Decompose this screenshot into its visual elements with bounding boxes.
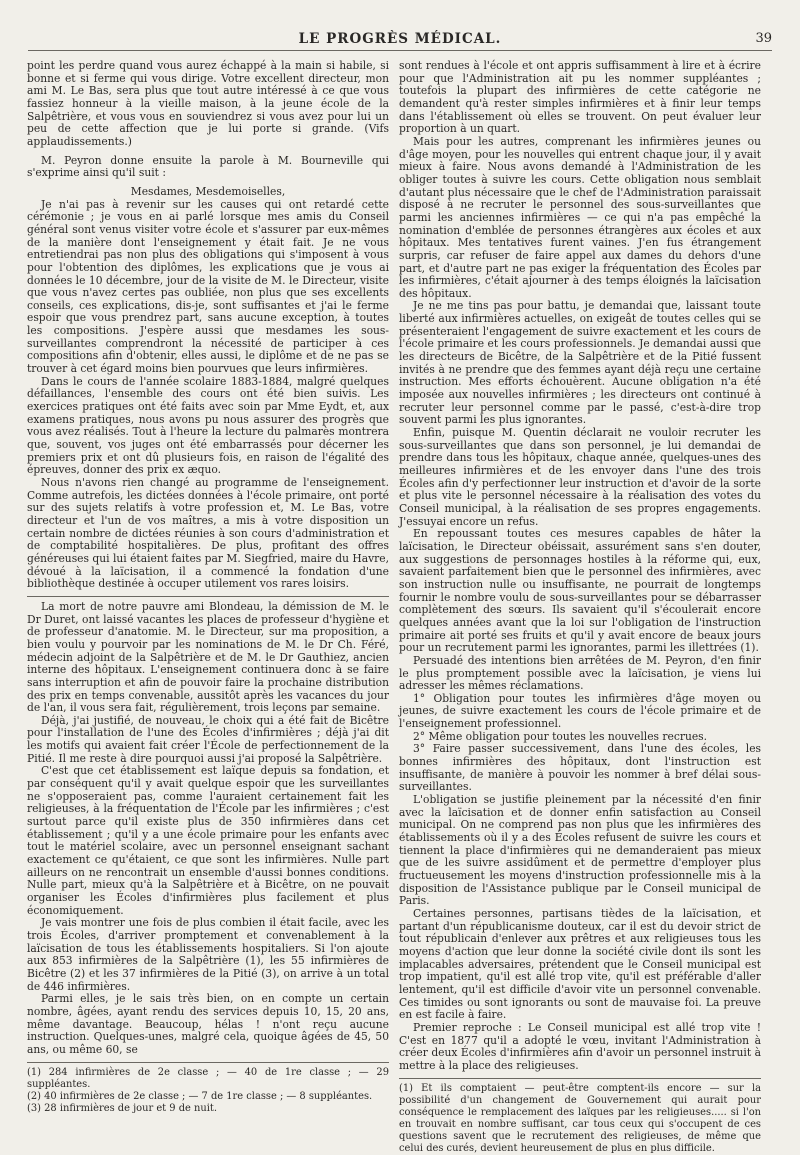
paragraph: Persuadé des intentions bien arrêtées de M. Peyron, d'en finir le plus promptement possible avec la laïcisation, je viens lui adresser les mêmes réclamations. [399, 653, 761, 693]
paragraph: La mort de notre pauvre ami Blondeau, la démission de M. le Dr Duret, ont laissé vacantes les places de professeur d'hygiène et de professeur d'anatomie. M. le Directeur, sur ma proposition, a bien voulu y pourvoir par les nominations de M. le Dr Ch. Féré, médecin adjoint de la Salpêtrière et de M. le Dr Gauthiez, ancien interne des hôpitaux. L'enseignement continuera donc à se faire sans interruption et afin de pouvoir faire la prochaine distribution des prix en temps convenable, aussitôt après les vacances du jour de l'an, il vous sera fait, régulièrement, trois leçons par semaine. [27, 599, 389, 715]
paragraph: Je ne me tins pas pour battu, je demandai que, laissant toute liberté aux infirmières actuelles, on exigeât de toutes celles qui se présenteraient l'engagement de suivre exactement et les cours de l'école primaire et les cours professionnels. Je demandai aussi que les directeurs de Bicêtre, de la Salpêtrière et de la Pitié fussent invités à ne prendre que des femmes ayant déjà reçu une certaine instruction. Mes efforts échouèrent. Aucune obligation n'a été imposée aux nouvelles infirmières ; les directeurs ont continué à recruter leur personnel comme par le passé, c'est-à-dire trop souvent parmi les plus ignorantes. [399, 299, 761, 427]
list-item: 2° Même obligation pour toutes les nouvelles recrues. [413, 729, 708, 743]
paragraph: Je n'ai pas à revenir sur les causes qui ont retardé cette cérémonie ; je vous en ai parlé lorsque mes amis du Conseil général sont venus visiter votre école et s'assurer par eux-mêmes de la manière dont l'enseignement y était fait. Je ne vous entretiendrai pas non plus des obligations qui s'imposent à vous pour l'obtention des diplômes, les explications que je vous ai données le 10 décembre, jour de la visite de M. le Directeur, visite que vous n'avez certes pas oubliée, non plus que ses excellents conseils, ces explications, dis-je, sont suffisantes et j'ai le ferme espoir que vous prendrez part, sans aucune exception, à toutes les compositions. J'espère aussi que mesdames les sous-surveillantes comprendront la nécessité de participer à ces compositions afin d'obtenir, elles aussi, le diplôme et de ne pas se trouver à cet égard moins bien pourvues que leurs infirmières. [27, 197, 389, 376]
paragraph: sont rendues à l'école et ont appris suffisamment à lire et à écrire pour que l'Administration ait pu les nommer suppléantes ; toutefois la plupart des infirmières de cette catégorie ne demandent qu'à rester simples infirmières et à finir leur temps dans l'établissement où elles se trouvent. On peut évaluer leur proportion à un quart. [399, 59, 761, 136]
footnote: (2) 40 infirmières de 2e classe ; — 7 de 1re classe ; — 8 suppléantes. [27, 1090, 373, 1102]
footnotes [27, 1067, 389, 1115]
paragraph: Certaines personnes, partisans tièdes de la laïcisation, et partant d'un républicanisme douteux, car il est du devoir strict de tout républicain d'enlever aux prêtres et aux religieuses tous les moyens d'action que leur donne la société civile dont ils sont les implacables adversaires, prétendent que le Conseil municipal est trop impatient, qu'il est allé trop vite, qu'il est préférable d'aller lentement, qu'il est difficile d'avoir vite un personnel convenable. Ces timides ou sont ignorants ou sont de mauvaise foi. La preuve en est facile à faire. [399, 906, 761, 1022]
paragraph: Enfin, puisque M. Quentin déclarait ne vouloir recruter les sous-surveillantes que dans son personnel, je lui demandai de prendre dans tous les hôpitaux, chaque année, quelques-unes des meilleures infirmières et de les envoyer dans l'une des trois Écoles afin d'y perfectionner leur instruction et d'avoir de la sorte et plus vite le personnel nécessaire à la réalisation des votes du Conseil municipal, à la réalisation de ses propres engagements. J'essuyai encore un refus. [399, 426, 761, 528]
paragraph: point les perdre quand vous aurez échappé à la main si habile, si bonne et si ferme qui vous dirige. Votre excellent directeur, mon ami M. Le Bas, sera plus que tout autre intéressé à ce que vous fassiez honneur à la vieille maison, à la jeune école de la Salpêtrière, et vous vous en souviendrez si vous avez pour lui un peu de cette affection que je lui porte si grande. (Vifs applaudissements.) [27, 59, 389, 148]
paragraph: M. Peyron donne ensuite la parole à M. Bourneville qui s'exprime ainsi qu'il suit : [27, 153, 389, 180]
paragraph: L'obligation se justifie pleinement par la nécessité d'en finir avec la laïcisation et de donner enfin satisfaction au Conseil municipal. On ne comprend pas non plus que les infirmières des établissements où il y a des Écoles refusent de suivre les cours et tiennent la place d'infirmières qui ne demanderaient pas mieux que de les suivre assidûment et de permettre d'employer plus fructueusement les moyens d'instruction professionnelle mis à la disposition de l'Assistance publique par le Conseil municipal de Paris. [399, 793, 761, 908]
paragraph: Mais pour les autres, comprenant les infirmières jeunes ou d'âge moyen, pour les nouvelles qui entrent chaque jour, il y avait mieux à faire. Nous avons demandé à l'Administration de les obliger toutes à suivre les cours. Cette obligation nous semblait d'autant plus nécessaire que le chef de l'Administration paraissait disposé à ne recruter le personnel des sous-surveillantes que parmi les anciennes infirmières — ce qui n'a pas empêché la nomination d'emblée de personnes étrangères aux écoles et aux hôpitaux. Mes tentatives furent vaines. J'en fus étrangement surpris, car refuser de faire appel aux dames du dehors d'une part, et d'autre part ne pas exiger la fréquentation des Écoles par les infirmières, c'était ajourner à des temps éloignés la laïcisation des hôpitaux. [399, 134, 761, 300]
section-divider [27, 596, 389, 597]
footnote: (1) 284 infirmières de 2e classe ; — 40 de 1re classe ; — 29 suppléantes. [27, 1066, 389, 1090]
footnote: (1) Et ils comptaient — peut-être comptent-ils encore — sur la possibilité d'un changement de Gouvernement qui aurait pour conséquence le remplacement des laïques par les religieuses..... si l'on en trouvait en nombre suffisant, car tous ceux qui s'occupent de ces questions savent que le recrutement des religieuses, de même que celui des curés, devient heureusement de plus en plus difficile. [399, 1082, 761, 1154]
list-item: 1° Obligation pour toutes les infirmières d'âge moyen ou jeunes, de suivre exactement les cours de l'école primaire et de l'enseignement professionnel. [399, 691, 761, 731]
paragraph: C'est que cet établissement est laïque depuis sa fondation, et par conséquent qu'il y avait quelque espoir que les surveillantes ne s'opposeraient pas, comme l'auraient certainement fait les religieuses, à la fréquentation de l'École par les infirmières ; c'est surtout parce qu'il existe plus de 350 infirmières dans cet établissement ; qu'il y a une école primaire pour les enfants avec tout le matériel scolaire, avec un personnel enseignant sachant exactement ce qu'étaient, ce que sont les infirmières. Nulle part ailleurs on ne rencontrait un ensemble d'aussi bonnes conditions. Nulle part, mieux qu'à la Salpêtrière et à Bicêtre, on ne pouvait organiser les Écoles d'infirmières plus facilement et plus économiquement. [27, 764, 389, 917]
paragraph: Je vais montrer une fois de plus combien il était facile, avec les trois Écoles, d'arriver promptement et convenablement à la laïcisation de tous les établissements hospitaliers. Si l'on ajoute aux 853 infirmières de la Salpêtrière (1), les 55 infirmières de Bicêtre (2) et les 37 infirmières de la Pitié (3), on arrive à un total de 446 infirmières. [27, 916, 389, 993]
paragraph: Premier reproche : Le Conseil municipal est allé trop vite ! C'est en 1877 qu'il a adopté le vœu, invitant l'Administration à créer deux Écoles d'infirmières afin d'avoir un personnel instruit à mettre à la place des religieuses. [399, 1020, 761, 1072]
left-column [27, 59, 389, 1114]
paragraph: Parmi elles, je le sais très bien, on en compte un certain nombre, âgées, ayant rendu des services depuis 10, 15, 20 ans, même davantage. Beaucoup, hélas ! n'ont reçu aucune instruction. Quelques-unes, malgré cela, quoique âgées de 45, 50 ans, ou même 60, se [27, 992, 389, 1056]
salutation: Mesdames, Mesdemoiselles, [130, 184, 286, 198]
footnote: (3) 28 infirmières de jour et 9 de nuit. [27, 1102, 217, 1114]
footnote-divider [27, 1062, 389, 1063]
paragraph: Nous n'avons rien changé au programme de l'enseignement. Comme autrefois, les dictées données à l'école primaire, ont porté sur des sujets relatifs à votre profession et, M. Le Bas, votre directeur et l'un de vos maîtres, a mis à votre disposition un certain nombre de dictées réunies à son cours d'administration et de comptabilité hospitalières. De plus, profitant des offres généreuses qui lui étaient faites par M. Siegfried, maire du Havre, dévoué à la laïcisation, il a commencé la fondation d'une bibliothèque destinée à occuper utilement vos rares loisirs. [27, 476, 389, 591]
paragraph: Déjà, j'ai justifié, de nouveau, le choix qui a été fait de Bicêtre pour l'installation de l'une des Écoles d'infirmières ; déjà j'ai dit les motifs qui avaient fait créer l'École de perfectionnement de la Pitié. Il me reste à dire pourquoi aussi j'ai proposé la Salpêtrière. [27, 713, 389, 765]
list-item: 3° Faire passer successivement, dans l'une des écoles, les bonnes infirmières des hôpitaux, dont l'instruction est insuffisante, de manière à pouvoir les nommer à bref délai sous-surveillantes. [399, 742, 761, 794]
footnotes [399, 1083, 761, 1155]
page-header [28, 30, 772, 51]
paragraph: En repoussant toutes ces mesures capables de hâter la laïcisation, le Directeur obéissait, assurément sans s'en douter, aux suggestions de personnages hostiles à la réforme qui, eux, savaient parfaitement bien que le personnel des infirmières, avec son instruction nulle ou insuffisante, ne pourrait de longtemps fournir le nombre voulu de sous-surveillantes pour se débarrasser complètement des sœurs. Ils savaient qu'il s'écoulerait encore quelques années avant que la loi sur l'obligation de l'instruction primaire ait porté ses fruits et qu'il y avait encore de beaux jours pour un recrutement parmi les ignorantes, parmi les illettrées (1). [399, 527, 761, 655]
paragraph: Dans le cours de l'année scolaire 1883-1884, malgré quelques défaillances, l'ensemble des cours ont été bien suivis. Les exercices pratiques ont été faits avec soin par Mme Eydt, et, aux examens pratiques, nous avons pu nous assurer des progrès que vous avez réalisés. Tout à l'heure la lecture du palmarès montrera que, souvent, vos juges ont été embarrassés pour décerner les premiers prix et ont dû plusieurs fois, en raison de l'égalité des épreuves, donner des prix ex æquo. [27, 374, 389, 477]
footnote-divider [399, 1078, 761, 1079]
journal-title: LE PROGRÈS MÉDICAL. [298, 31, 502, 47]
right-column [399, 59, 761, 1154]
page-number: 39 [755, 31, 772, 46]
